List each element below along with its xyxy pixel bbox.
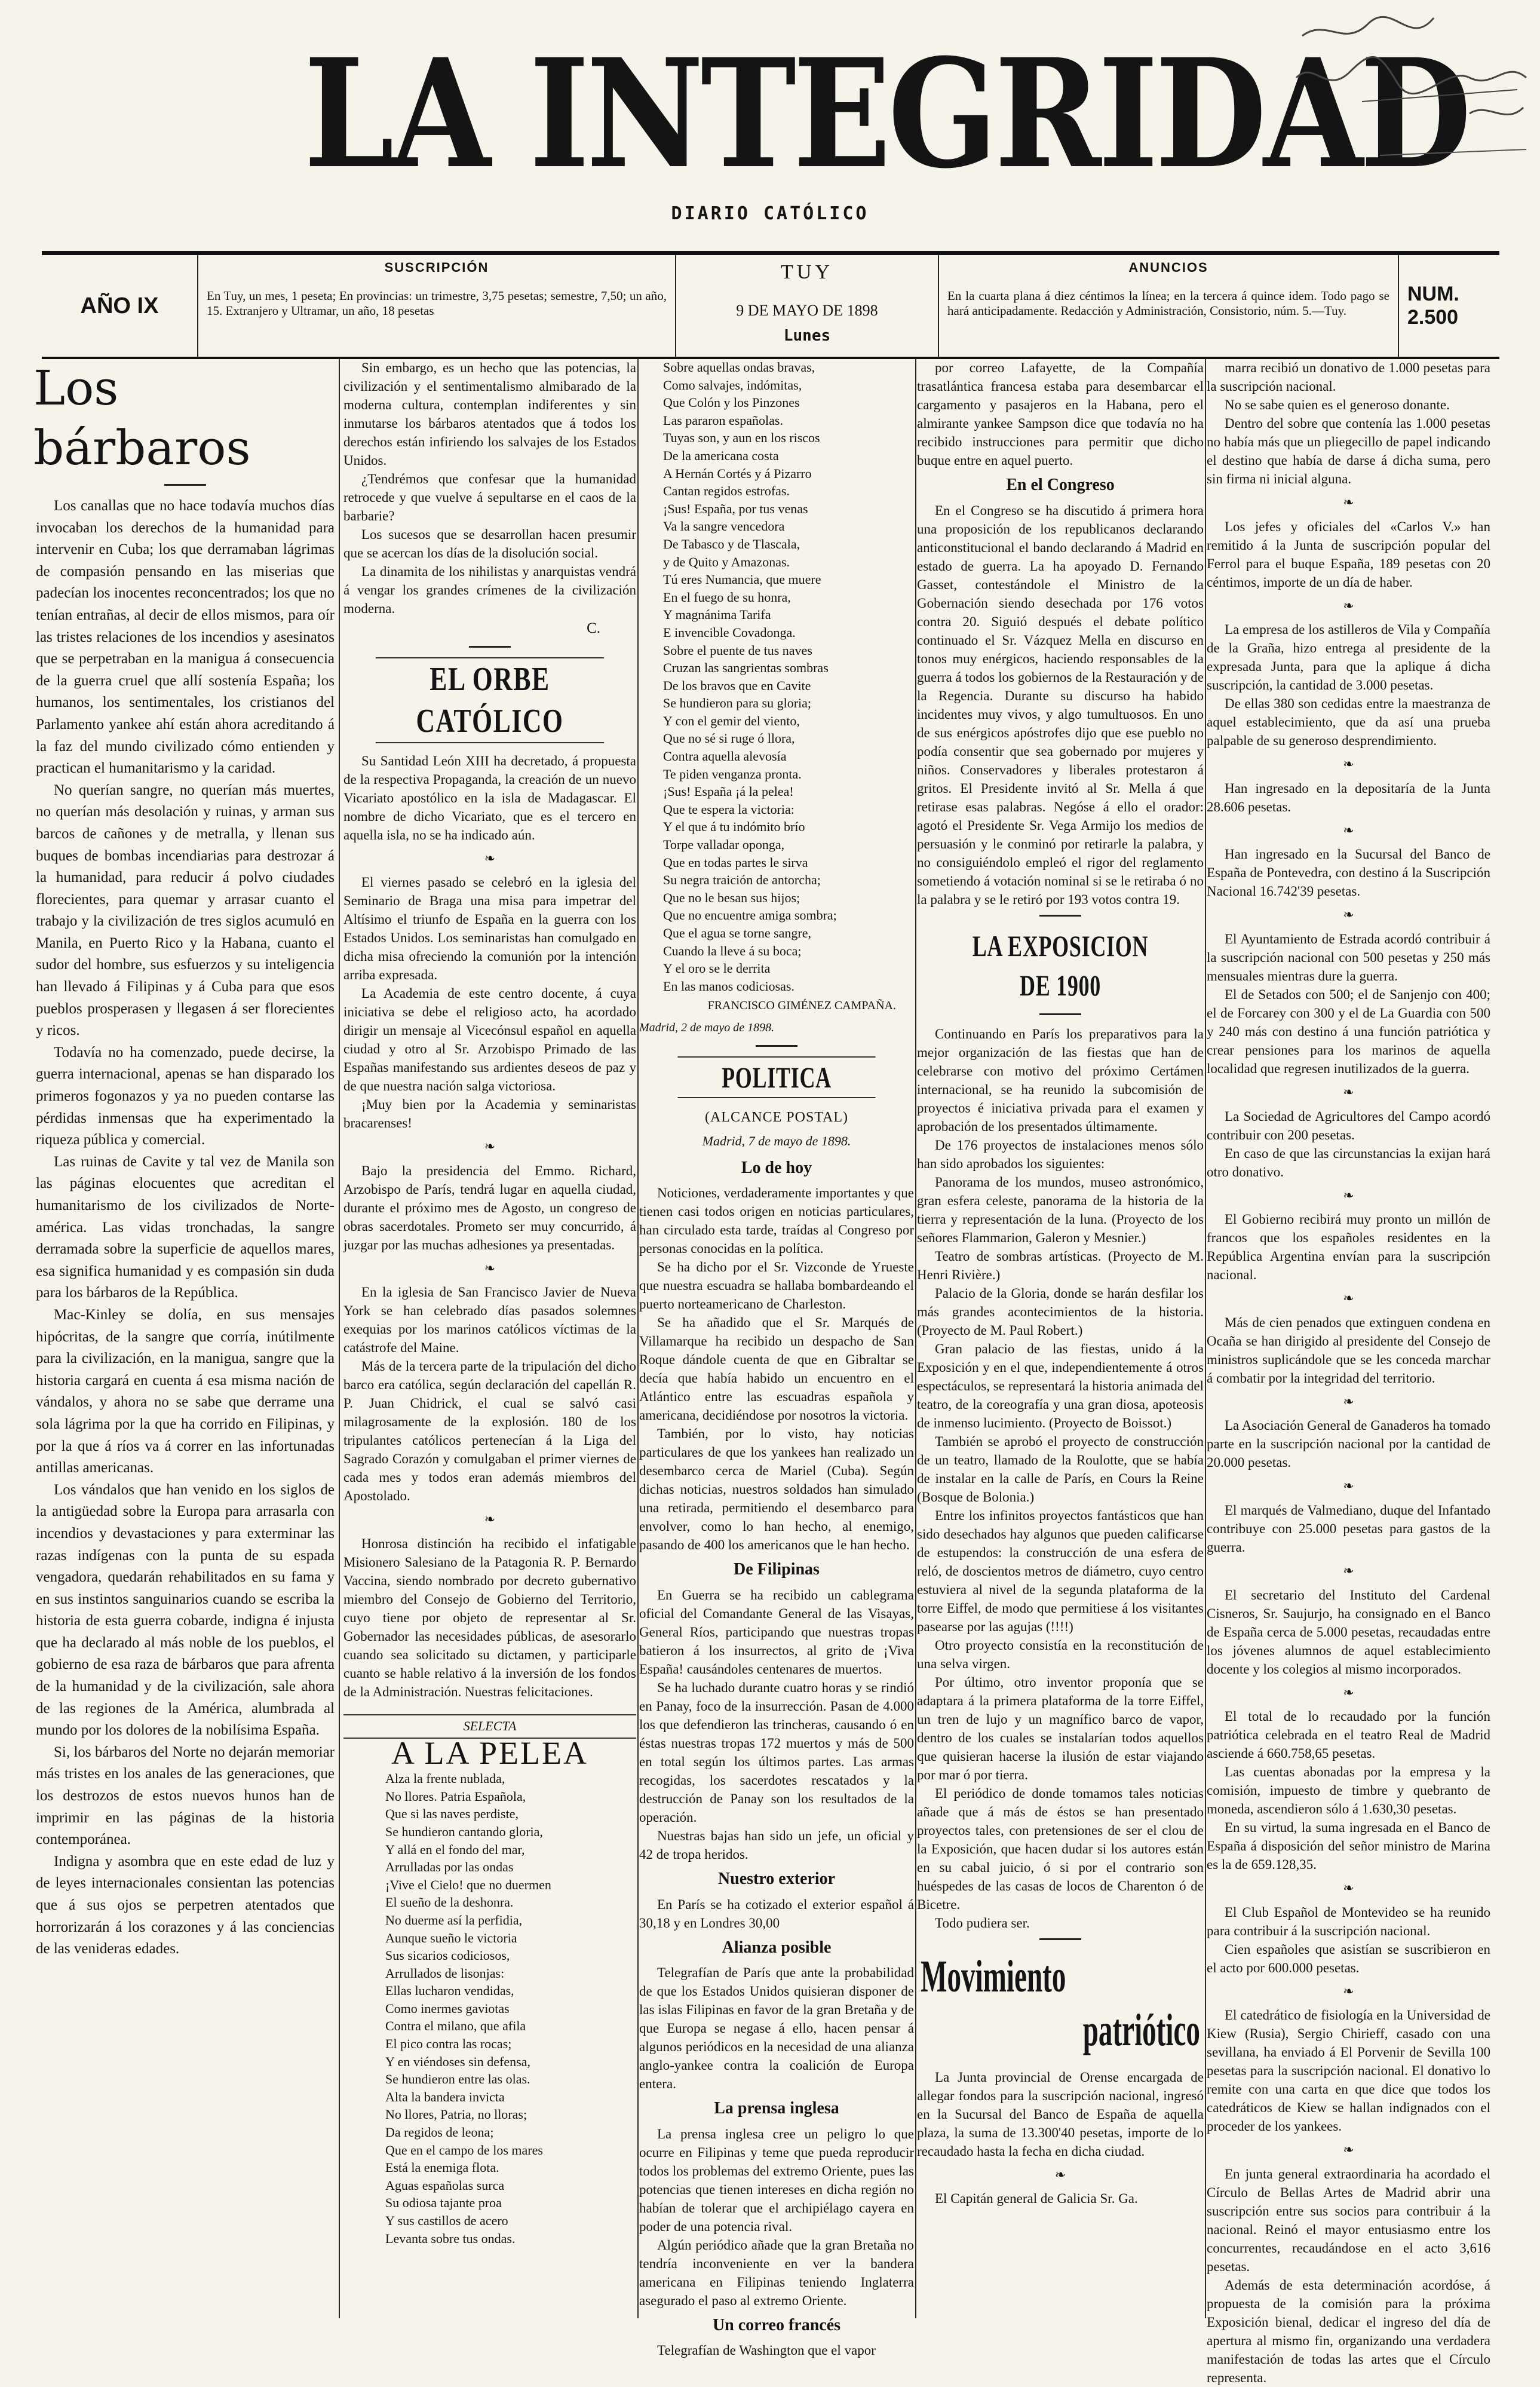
poem-line: Como inermes gaviotas bbox=[385, 2000, 510, 2016]
poem-line: Que el agua se torne sangre, bbox=[663, 926, 812, 940]
article-paragraph: La dinamita de los nihilistas y anarquistas vendrá á vengar los grandes crímenes de la civilización moderna. bbox=[343, 564, 636, 616]
news-paragraph: La Academia de este centro docente, á cuya iniciativa se debe el religioso acto, ha acordado dirigir un mensaje al Vicecónsul español en aquella ciudad y otro al Sr. Arzobispo Primado de las Españas manifestando sus ardientes deseos de paz y de que nuestra nación salga victoriosa. bbox=[343, 986, 636, 1094]
ornament-icon: ❧ bbox=[1343, 907, 1354, 923]
poem-line: Arrullados de lisonjas: bbox=[385, 1965, 505, 1981]
article-paragraph: Si, los bárbaros del Norte no dejarán memoriar más tristes en los anales de las generaciones, que los destrozos de estos nuevos hunos han de imprimir en las páginas de la historia contemporánea. bbox=[36, 1743, 335, 1848]
news-subheading: Alianza posible bbox=[722, 1938, 832, 1957]
poem-title: A LA PELEA bbox=[391, 1735, 588, 1771]
ornament-icon: ❧ bbox=[484, 1139, 496, 1154]
separator bbox=[164, 484, 206, 486]
poem-line: Y en viéndoses sin defensa, bbox=[385, 2054, 530, 2069]
poem-line: Que no sé si ruge ó llora, bbox=[663, 731, 795, 746]
news-paragraph: Nuestras bajas han sido un jefe, un oficial y 42 de tropa heridos. bbox=[639, 1828, 914, 1862]
poem-line: Se hundieron para su gloria; bbox=[663, 695, 812, 711]
news-paragraph: El Ayuntamiento de Estrada acordó contribuir á la suscripción nacional con 500 pesetas y 250 más mensuales mientras dure la guerra. bbox=[1207, 931, 1490, 983]
poem-line: Y el que á tu indómito brío bbox=[663, 819, 805, 835]
news-paragraph: Dentro del sobre que contenía las 1.000 pesetas no había más que un pliegecillo de papel indicando el destino que había de darse á dicha suma, pero sin firma ni inicial alguna. bbox=[1207, 416, 1490, 486]
poem-line: Te piden venganza pronta. bbox=[663, 766, 802, 782]
poem-line: Como salvajes, indómitas, bbox=[663, 377, 802, 393]
info-bar bbox=[42, 251, 1499, 359]
poem-place-date: Madrid, 2 de mayo de 1898. bbox=[639, 1021, 775, 1034]
poem-line: Sobre aquellas ondas bravas, bbox=[663, 360, 815, 375]
news-subheading: La prensa inglesa bbox=[714, 2099, 839, 2118]
news-paragraph: También se aprobó el proyecto de construcción de un teatro, llamado de la Roulotte, que se había de instalar en la calle de París, en Cours la Reine (Bosque de Bolonia.) bbox=[917, 1433, 1204, 1504]
poem-line: Se hundieron cantando gloria, bbox=[385, 1824, 543, 1839]
ornament-icon: ❧ bbox=[484, 1512, 496, 1527]
news-paragraph: El viernes pasado se celebró en la iglesia del Seminario de Braga una misa para impetrar del Altísimo el triunfo de España en la guerra con los Estados Unidos. Los seminaristas han comulgado en dicha misa ofreciendo la comunión por la intención arriba expresada. bbox=[343, 875, 636, 983]
section-heading-patriotico: patriótico bbox=[1082, 2005, 1200, 2055]
news-paragraph: Noticiones, verdaderamente importantes y que tienen casi todos origen en noticias particulares, han circulado esta tarde, traídas al Congreso por personas conocidas en la política. bbox=[639, 1185, 914, 1257]
subscription-heading: SUSCRIPCIÓN bbox=[384, 260, 489, 275]
poem-body bbox=[343, 1770, 636, 2247]
ornament-icon: ❧ bbox=[484, 1260, 496, 1276]
year-label: AÑO IX bbox=[80, 293, 159, 318]
article-paragraph: Las ruinas de Cavite y tal vez de Manila son las páginas elocuentes que acreditan el humanitarismo de los civilizados de Norte-américa. Las vidas tronchadas, la sangre derramada sobre la superficie de aquellos mares, esa significa humanidad y es compasión sin duda para los bárbaros de la República. bbox=[36, 1153, 335, 1301]
news-paragraph: El Capitán general de Galicia Sr. Ga. bbox=[935, 2191, 1138, 2207]
separator bbox=[1039, 1938, 1081, 1940]
poem-line: Y sus castillos de acero bbox=[385, 2213, 508, 2228]
news-paragraph: Por último, otro inventor proponía que se adaptara á la primera plataforma de la torre Eiffel, un tren de lujo y un magnífico barco de vapor, dentro de los cuales se instalarían todos aquellos que quisieran hacerse la ilusión de estar viajando por mar ó por tierra. bbox=[917, 1674, 1204, 1782]
poem-line: Cuando la lleve á su boca; bbox=[663, 943, 802, 958]
politica-date: Madrid, 7 de mayo de 1898. bbox=[702, 1133, 851, 1149]
poem-line: Tú eres Numancia, que muere bbox=[663, 572, 821, 587]
article-paragraph: Los canallas que no hace todavía muchos días invocaban los derechos de la humanidad para intervenir en Cuba; los que derramaban lágrimas de compasión pensando en las miserias que padecían los inocentes reconcentrados; los que no tenían entrañas, al decir de ellos mismos, para oír las tristes relaciones de los incendios y asesinatos que se perpetraban en la manigua á consecuencia de la guerra cruel que allí sostenía España; los humanos, los sentimentales, los cristianos del Parlamento yankee ahí están ahora acreditando á la faz del mundo civilizado cómo entienden y practican el humanitarismo y la caridad. bbox=[36, 498, 335, 777]
news-paragraph: En París se ha cotizado el exterior español á 30,18 y en Londres 30,00 bbox=[639, 1896, 914, 1931]
news-paragraph: El catedrático de fisiología en la Universidad de Kiew (Rusia), Sergio Chirieff, casado con una sevillana, ha enviado á El Porvenir de Sevilla 100 pesetas para la suscripción nacional. El donativo lo remite con una carta en que dice que todos los catedráticos de Kiew se hallan indignados con el proceder de los yankees. bbox=[1207, 2008, 1490, 2134]
news-paragraph: ¡Muy bien por la Academia y seminaristas bracarenses! bbox=[343, 1097, 636, 1131]
news-paragraph: Más de cien penados que extinguen condena en Ocaña se han dirigido al presidente del Consejo de ministros suplicándole que se les conceda marchar á combatir por la integridad del territorio. bbox=[1207, 1314, 1490, 1386]
date-box bbox=[675, 255, 938, 357]
poem-line: En el fuego de su honra, bbox=[663, 589, 791, 605]
news-paragraph: Telegrafían de Washington que el vapor bbox=[657, 2343, 876, 2358]
section-heading-selecta: SELECTA bbox=[343, 1714, 636, 1739]
news-paragraph: Todo pudiera ser. bbox=[935, 1915, 1030, 1931]
news-paragraph: Las cuentas abonadas por la empresa y la comisión, impuesto de timbre y quebranto de moneda, ascendieron sólo á 1.630,30 pesetas. bbox=[1207, 1764, 1490, 1817]
ornament-icon: ❧ bbox=[1343, 756, 1354, 772]
ornament-icon: ❧ bbox=[1343, 2142, 1354, 2158]
article-paragraph: Todavía no ha comenzado, puede decirse, la guerra internacional, apenas se han disparado los primeros fogonazos y ya no pueden contarse las pérdidas inmensas que ha experimentado la riqueza pública y comercial. bbox=[36, 1044, 335, 1148]
news-paragraph: El Gobierno recibirá muy pronto un millón de francos que los españoles residentes en la República Argentina envían para la suscripción nacional. bbox=[1207, 1212, 1490, 1283]
news-paragraph: Telegrafían de París que ante la probabilidad de que los Estados Unidos quisieran disponer de las islas Filipinas en favor de la gran Bretaña y de que Europa se negase á ello, hacen pensar á algunos periódicos en la necesidad de una alianza anglo-yankee contra la coalición de Europa entera. bbox=[639, 1965, 914, 2092]
poem-line: De los bravos que en Cavite bbox=[663, 678, 811, 693]
poem-line: Alta la bandera invicta bbox=[385, 2089, 505, 2104]
ornament-icon: ❧ bbox=[1343, 1187, 1354, 1203]
article-paragraph: Los sucesos que se desarrollan hacen presumir que se acercan los días de la disolución social. bbox=[343, 527, 636, 560]
news-paragraph: Continuando en París los preparativos para la mejor organización de las fiestas que han de celebrarse con motivo del próximo Certámen internacional, se ha reunido la subcomisión de proyectos é iniciativa privada para el examen y aprobación de los presentados últimamente. bbox=[917, 1026, 1204, 1134]
date-label: 9 DE MAYO DE 1898 bbox=[736, 302, 878, 319]
news-subheading: De Filipinas bbox=[734, 1560, 820, 1579]
column-3 bbox=[639, 358, 914, 2358]
news-paragraph: En el Congreso se ha discutido á primera hora una proposición de los republicanos declarando anticonstitucional el bando declarando á Madrid en estado de guerra. La ha apoyado D. Fernando Gasset, contestándole el Ministro de la Gobernación siendo desechada por 176 votos contra 20. Siguió después el debate político continuado el Sr. Vázquez Mella en discurso en tonos muy enérgicos, haciendo responsables de la guerra á todos los gobiernos de la Restauración y de la Regencia. Durante su discurso ha habido incidentes muy vivos, y algo tumultuosos. En uno de sus enérgicos apóstrofes dijo que ese pueblo no podía consentir que sea gobernado por mujeres y niños. Conservadores y liberales protestaron á gritos. El Presidente invitó al Sr. Mella á que retirase esas palabras. Negóse á ello el orador: agotó el Presidente Sr. Vega Armijo los medios de persuasión y le conminó por retirarle la palabra, y no consiguiéndolo empleó el rigor del reglamento sometiendo á votación nominal si se le retiraba ó no la palabra y se le retiró por 193 votos contra 19. bbox=[917, 502, 1204, 907]
news-paragraph: Palacio de la Gloria, donde se harán desfilar los más grandes acontecimientos de la historia. (Proyecto de M. Paul Robert.) bbox=[917, 1285, 1204, 1338]
news-paragraph: Teatro de sombras artísticas. (Proyecto de M. Henri Rivière.) bbox=[917, 1248, 1204, 1282]
news-paragraph: La empresa de los astilleros de Vila y Compañía de la Graña, hizo entrega al presidente de la expresada Junta, para que la aplique á dicha suscripción, la cantidad de 3.000 pesetas. bbox=[1207, 622, 1490, 693]
news-paragraph: Entre los infinitos proyectos fantásticos que han sido desechados hay algunos que pueden calificarse de estupendos: la construcción de una esfera de reló, de doscientos metros de diámetro, cuyo centro estuviera al nivel de la segunda plataforma de la torre Eiffel, de modo que permitiese á los visitantes pasearse por las agujas (!!!!) bbox=[917, 1507, 1204, 1634]
poem-line: No llores. Patria Española, bbox=[385, 1788, 526, 1804]
separator bbox=[1039, 1013, 1081, 1015]
poem-line: Contra aquella alevosía bbox=[663, 749, 787, 764]
poem-line: Está la enemiga flota. bbox=[385, 2160, 499, 2175]
section-heading-exposicion: LA EXPOSICION DE 1900 bbox=[972, 929, 1149, 1002]
poem-line: Se hundieron entre las olas. bbox=[385, 2072, 530, 2087]
ornament-icon: ❧ bbox=[1343, 1291, 1354, 1306]
news-paragraph: De 176 proyectos de instalaciones menos sólo han sido aprobados los siguientes: bbox=[917, 1137, 1204, 1171]
subscription-text: En Tuy, un mes, 1 peseta; En provincias: un trimestre, 3,75 pesetas; semestre, 7,50; un año, 15. Extranjero y Ultramar, un año, 18 pesetas bbox=[207, 289, 667, 318]
poem-line: Torpe valladar oponga, bbox=[663, 837, 785, 853]
article-headline: Los bárbaros bbox=[33, 360, 251, 476]
poem-line: Tuyas son, y aun en los riscos bbox=[663, 430, 820, 446]
news-paragraph: La prensa inglesa cree un peligro lo que ocurre en Filipinas y teme que pueda reproducir todos los problemas del extremo Oriente, pues las potencias que tienen intereses en dicha región no habían de tolerar que el archipiélago cayera en poder de una potencia rival. bbox=[639, 2126, 914, 2234]
ornament-icon: ❧ bbox=[1343, 1478, 1354, 1494]
news-paragraph: Además de esta determinación acordóse, á propuesta de la comisión para la próxima Exposición bienal, dedicar el ingreso del día de apertura al mismo fin, organizando una verdadera manifestación de todas las artes que el Círculo representa. bbox=[1207, 2277, 1490, 2385]
poem-author: FRANCISCO GIMÉNEZ CAMPAÑA. bbox=[707, 999, 896, 1013]
poem-line: Que te espera la victoria: bbox=[663, 801, 794, 817]
ornament-icon: ❧ bbox=[1343, 495, 1354, 510]
section-heading-orbe-catolico: EL ORBE CATÓLICO bbox=[376, 657, 604, 743]
news-subheading: Lo de hoy bbox=[741, 1158, 812, 1177]
article-paragraph: ¿Tendrémos que confesar que la humanidad retrocede y que vuelve á sepultarse en el caos de la barbarie? bbox=[343, 471, 636, 523]
column-rule bbox=[339, 358, 340, 2318]
ornament-icon: ❧ bbox=[1343, 597, 1354, 613]
poem-line: No llores, Patria, no lloras; bbox=[385, 2107, 527, 2122]
news-paragraph: En la iglesia de San Francisco Javier de Nueva York se han celebrado días pasados solemnes exequias por los marinos católicos víctimas de la catástrofe del Maine. bbox=[343, 1285, 636, 1356]
news-paragraph: Su Santidad León XIII ha decretado, á propuesta de la respectiva Propaganda, la creación de un nuevo Vicariato apostólico en la isla de Madagascar. El nombre de dicho Vicariato, que es el tercero en aquella isla, no se ha indicado aún. bbox=[343, 753, 636, 842]
poem-line: Arrulladas por las ondas bbox=[385, 1859, 514, 1875]
poem-body bbox=[639, 358, 914, 995]
ornament-icon: ❧ bbox=[1343, 1684, 1354, 1700]
poem-line: Cruzan las sangrientas sombras bbox=[663, 660, 829, 676]
news-paragraph: En Guerra se ha recibido un cablegrama oficial del Comandante General de las Visayas, General Ríos, participando que nuestras tropas batieron á los insurrectos, al grito de ¡Viva España! causándoles centenares de muertos. bbox=[639, 1587, 914, 1677]
news-paragraph: En caso de que las circunstancias la exijan hará otro donativo. bbox=[1207, 1145, 1490, 1179]
article-signature: C. bbox=[587, 620, 600, 636]
column-5 bbox=[1207, 358, 1490, 2385]
poem-line: Su odiosa tajante proa bbox=[385, 2195, 502, 2211]
poem-line: E invencible Covadonga. bbox=[663, 624, 796, 640]
news-subheading: Un correo francés bbox=[712, 2315, 841, 2334]
poem-line: Ellas lucharon vendidas, bbox=[385, 1983, 514, 1999]
article-paragraph: Mac-Kinley se dolía, en sus mensajes hipócritas, de la sangre que corría, inútilmente para la civilización, en la manigua, sangre que la historia cargará en cuenta á esa misma nación de vándalos, y ahora no se sabe que derrame una sola lágrima por la que ha corrido en Filipinas, y por la que á ríos va á correr en las infortunadas antillas americanas. bbox=[36, 1306, 335, 1476]
poem-line: De Tabasco y de Tlascala, bbox=[663, 536, 800, 551]
news-paragraph: La Junta provincial de Orense encargada de allegar fondos para la suscripción nacional, ingresó en la Sucursal del Banco de España de aquella plaza, la suma de 13.300'40 pesetas, importe de lo recaudado hasta la fecha en dicha ciudad. bbox=[917, 2069, 1204, 2159]
handwritten-annotation bbox=[1290, 12, 1529, 209]
separator bbox=[1039, 915, 1081, 917]
column-2 bbox=[343, 358, 636, 2318]
ornament-icon: ❧ bbox=[1343, 822, 1354, 838]
poem-line: Que en el campo de los mares bbox=[385, 2142, 543, 2158]
poem-line: ¡Sus! España, por tus venas bbox=[663, 501, 808, 516]
news-subheading: Nuestro exterior bbox=[717, 1869, 836, 1888]
news-paragraph: El Club Español de Montevideo se ha reunido para contribuir á la suscripción nacional. bbox=[1207, 1904, 1490, 1938]
ornament-icon: ❧ bbox=[484, 850, 496, 866]
poem-line: Y el oro se le derrita bbox=[663, 961, 771, 976]
ads-heading: ANUNCIOS bbox=[1128, 260, 1208, 275]
poem-line: Da regidos de leona; bbox=[385, 2125, 494, 2140]
poem-line: ¡Sus! España ¡á la pelea! bbox=[663, 784, 794, 799]
column-rule bbox=[915, 358, 916, 2318]
news-paragraph: El periódico de donde tomamos tales noticias añade que á más de éstos se han presentado proyectos tales, con pretensiones de ser el clou de la Exposición, que hacen dudar si los autores están en su cabal juicio, ó si por el contrario son huéspedes de las casas de locos de Charenton ó de Bicetre. bbox=[917, 1785, 1204, 1912]
ads-box bbox=[938, 255, 1398, 357]
poem-line: Va la sangre vencedora bbox=[663, 519, 785, 534]
subscription-box bbox=[197, 255, 675, 357]
ornament-icon: ❧ bbox=[1343, 1393, 1354, 1409]
news-paragraph: De ellas 380 son cedidas entre la maestranza de aquel establecimiento, que da así una prueba palpable de su generoso desprendimiento. bbox=[1207, 696, 1490, 749]
poem-line: El sueño de la deshonra. bbox=[385, 1895, 514, 1910]
news-paragraph: La Asociación General de Ganaderos ha tomado parte en la suscripción nacional por la cantidad de 20.000 pesetas. bbox=[1207, 1418, 1490, 1470]
ornament-icon: ❧ bbox=[1343, 1562, 1354, 1578]
ads-text: En la cuarta plana á diez céntimos la línea; en la tercera á quince idem. Todo pago se hará anticipadamente. Redacción y Administración, Consistorio, núm. 5.—Tuy. bbox=[947, 289, 1389, 318]
politica-subheading: (ALCANCE POSTAL) bbox=[704, 1109, 849, 1125]
newspaper-title: LA INTEGRIDAD bbox=[303, 26, 1469, 201]
poem-line: Sus sicarios codiciosos, bbox=[385, 1948, 510, 1963]
poem-line: Que si las naves perdiste, bbox=[385, 1806, 519, 1822]
news-paragraph: Otro proyecto consistía en la reconstitución de una selva virgen. bbox=[917, 1637, 1204, 1671]
poem-line: En las manos codiciosas. bbox=[663, 978, 794, 994]
section-heading-politica: POLITICA bbox=[677, 1056, 875, 1098]
poem-line: ¡Vive el Cielo! que no duermen bbox=[385, 1877, 551, 1892]
news-paragraph: El marqués de Valmediano, duque del Infantado contribuye con 25.000 pesetas para gastos de la guerra. bbox=[1207, 1502, 1490, 1555]
news-paragraph: Cien españoles que asistían se suscribieron en el acto por 600.000 pesetas. bbox=[1207, 1941, 1490, 1975]
column-4 bbox=[917, 358, 1204, 2318]
news-paragraph: También, por lo visto, hay noticias particulares de que los yankees han realizado un desembarco cerca de Mariel (Cuba). Según dichas noticias, nuestros soldados han simulado una retirada, permitiendo el desembarco para envolver, como lo han hecho, al enemigo, pasando de 400 los americanos que le han hecho. bbox=[639, 1426, 914, 1553]
news-paragraph: El total de lo recaudado por la función patriótica celebrada en el teatro Real de Madrid asciende á 660.758,65 pesetas. bbox=[1207, 1709, 1490, 1761]
column-rule bbox=[1205, 358, 1206, 2318]
poem-line: Sobre el puente de tus naves bbox=[663, 642, 812, 658]
poem-line: Cantan regidos estrofas. bbox=[663, 483, 790, 499]
article-paragraph: Indigna y asombra que en este edad de luz y de leyes internacionales consientan las potencias que á sus ojos se perpetren atentados que horrorizarán á los corazones y á las conciencias de las venideras edades. bbox=[36, 1853, 335, 1957]
poem-line: Y con el gemir del viento, bbox=[663, 713, 800, 728]
column-1 bbox=[33, 358, 335, 2318]
poem-line: Que en todas partes le sirva bbox=[663, 854, 808, 870]
poem-line: Aguas españolas surca bbox=[385, 2177, 505, 2193]
column-rule bbox=[637, 358, 639, 2318]
masthead bbox=[227, 24, 1469, 203]
poem-line: De la americana costa bbox=[663, 448, 779, 463]
news-paragraph: En su virtud, la suma ingresada en el Banco de España á disposición del señor ministro de Marina es la de 659.128,35. bbox=[1207, 1820, 1490, 1873]
poem-line: Contra el milano, que afila bbox=[385, 2018, 526, 2034]
poem-line: A Hernán Cortés y á Pizarro bbox=[663, 465, 812, 481]
section-heading-movimiento: Movimiento bbox=[921, 1951, 1066, 2002]
poem-line: Las pararon españolas. bbox=[663, 412, 783, 428]
poem-line: Levanta sobre tus ondas. bbox=[385, 2230, 516, 2246]
poem-line: Que no encuentre amiga sombra; bbox=[663, 908, 837, 923]
ornament-icon: ❧ bbox=[1343, 1983, 1354, 1999]
poem-line: El pico contra las rocas; bbox=[385, 2036, 512, 2052]
news-paragraph: En junta general extraordinaria ha acordado el Círculo de Bellas Artes de Madrid abrir una suscripción entre sus socios para contribuir á la nacional. Reinó el mayor entusiasmo entre los concurrentes, recaudándose en el acto 3,616 pesetas. bbox=[1207, 2166, 1490, 2274]
news-paragraph: por correo Lafayette, de la Compañía trasatlántica francesa estaba para desembarcar el cargamento y pasajeros en la Habana, pero el almirante yankee Sampson dice que todavía no ha recibido instrucciones para permitir que dicho buque entre en aquel puerto. bbox=[917, 360, 1204, 468]
news-paragraph: El de Setados con 500; el de Sanjenjo con 400; el de Forcarey con 300 y el de La Guardia con 500 y 240 más con destino á una función patriótica y crear pensiones para los marinos de aquella localidad que regresen inutilizados de la guerra. bbox=[1207, 986, 1490, 1076]
news-paragraph: La Sociedad de Agricultores del Campo acordó contribuir con 200 pesetas. bbox=[1207, 1108, 1490, 1142]
news-paragraph: No se sabe quien es el generoso donante. bbox=[1225, 397, 1450, 412]
separator bbox=[756, 1045, 797, 1047]
article-paragraph: No querían sangre, no querían más muertes, no querían más desolación y ruinas, y arman sus barcos de cañones y de metralla, y llenan sus buques de bombas incendiarias para destrozar á la humanidad, para reducir á polvo ciudades florecientes, para quemar y arrasar cuanto el trabajo y la civilización de tres siglos acumuló en Manila, en Puerto Rico y la Habana, cuanto el sudor del hombre, sus esfuerzos y su inteligencia han llevado á Filipinas y á Cuba para que esos pueblos prosperasen y llegasen á ser florecientes y ricos. bbox=[36, 782, 335, 1039]
poem-line: Que no le besan sus hijos; bbox=[663, 890, 800, 905]
news-subheading: En el Congreso bbox=[1006, 476, 1115, 494]
news-paragraph: Han ingresado en la Sucursal del Banco de España de Pontevedra, con destino á la Suscripción Nacional 16.742'39 pesetas. bbox=[1207, 847, 1490, 899]
news-paragraph: Los jefes y oficiales del «Carlos V.» han remitido á la Junta de suscripción popular del Ferrol para el buque España, 189 pesetas con 20 céntimos, importe de un día de haber. bbox=[1207, 519, 1490, 590]
poem-line: Su negra traición de antorcha; bbox=[663, 872, 821, 888]
poem-line: Que Colón y los Pinzones bbox=[663, 395, 800, 410]
news-paragraph: Honrosa distinción ha recibido el infatigable Misionero Salesiano de la Patagonia R. P. Bernardo Vaccina, siendo nombrado por decreto gubernativo miembro del Consejo de Gobierno del Territorio, cuyo tiene por objeto de representar al Sr. Gobernador las necesidades públicas, de asesorarlo cuando sea solicitado su dictamen, y participarle cuanto se hable relativo á la inversión de los fondos de la Administración. Nuestras felicitaciones. bbox=[343, 1536, 636, 1699]
weekday-label: Lunes bbox=[783, 327, 831, 345]
ornament-icon: ❧ bbox=[1054, 2167, 1066, 2182]
news-paragraph: marra recibió un donativo de 1.000 pesetas para la suscripción nacional. bbox=[1207, 360, 1490, 394]
news-paragraph: Han ingresado en la depositaría de la Junta 28.606 pesetas. bbox=[1207, 780, 1490, 814]
ornament-icon: ❧ bbox=[1343, 1880, 1354, 1896]
separator bbox=[469, 646, 511, 648]
news-paragraph: Se ha luchado durante cuatro horas y se rindió en Panay, foco de la insurrección. Pasan de 4.000 los que defendieron las trincheras, causando ó en éstas nuestras tropas 172 muertos y más de 500 en total según los últimos partes. Las armas recogidas, los sacerdotes rescatados y la destrucción de Panay son los resultados de la operación. bbox=[639, 1680, 914, 1825]
article-paragraph: Los vándalos que han venido en los siglos de la antigüedad sobre la Europa para arrasarla con incendios y devastaciones y para exterminar las razas indígenas con la punta de su espada vengadora, quedarán rehabilitados en su fama y en sus instintos sanguinarios cuando se escriba la historia de esta guerra cobarde, indigna é injusta que ha declarado al más noble de los pueblos, el gobierno de esa raza de bárbaros que para afrenta de la humanidad y de la civilización, sale ahora de las regiones de la América, alumbrada al mundo por los dolores de la nobilísima España. bbox=[36, 1481, 335, 1739]
poem-line: Alza la frente nublada, bbox=[385, 1771, 505, 1787]
news-paragraph: El secretario del Instituto del Cardenal Cisneros, Sr. Saujurjo, ha consignado en el Banco de España cerca de 5.000 pesetas, recaudadas entre los jóvenes alumnos de aquel establecimiento docente y los colegios al mismo incorporados. bbox=[1207, 1587, 1490, 1677]
poem-line: No duerme así la perfidia, bbox=[385, 1912, 523, 1928]
poem-line: y de Quito y Amazonas. bbox=[663, 554, 790, 569]
news-paragraph: Panorama de los mundos, museo astronómico, gran esfera celeste, panorama de la historia de la tierra y representación de la luna. (Proyecto de los señores Flammarion, Galeron y Mesnier.) bbox=[917, 1174, 1204, 1245]
poem-line: Y magnánima Tarifa bbox=[663, 607, 771, 623]
news-paragraph: Más de la tercera parte de la tripulación del dicho barco era católica, según declaración del capellán R. P. Juan Chidrick, el cual se salvó casi milagrosamente de la explosión. 180 de los tripulantes católicos pertenecían á la Liga del Sagrado Corazón y comulgaban el primer viernes de cada mes y todos eran además miembros del Apostolado. bbox=[343, 1359, 636, 1504]
poem-line: Aunque sueño le victoria bbox=[385, 1930, 517, 1945]
article-paragraph: Sin embargo, es un hecho que las potencias, la civilización y el sentimentalismo almibarado de la moderna cultura, contemplan indiferentes y sin inmutarse los bárbaros atentados que á todos los derechos están infiriendo los salvajes de los Estados Unidos. bbox=[343, 360, 636, 468]
newspaper-subtitle: DIARIO CATÓLICO bbox=[671, 203, 869, 224]
news-paragraph: Se ha añadido que el Sr. Marqués de Villamarque ha recibido un despacho de San Roque dándole cuenta de que en Gibraltar se decía que había habido un encuentro en el Atlántico entre las escuadras española y americana, decidiéndose por nosotros la victoria. bbox=[639, 1315, 914, 1423]
issue-number: NUM. 2.500 bbox=[1398, 255, 1499, 357]
poem-line: Y allá en el fondo del mar, bbox=[385, 1841, 525, 1857]
news-paragraph: Algún periódico añade que la gran Bretaña no tendría inconveniente en ver la bandera americana en Filipinas teniendo Inglaterra asegurado el paso al extremo Oriente. bbox=[639, 2237, 914, 2308]
news-paragraph: Gran palacio de las fiestas, unido á la Exposición y en el que, independientemente á otros espectáculos, se representará la historia animada del teatro, de la coreografía y una gran diosa, apoteosis de inmenso lucimiento. (Proyecto de Boissot.) bbox=[917, 1341, 1204, 1430]
news-paragraph: Bajo la presidencia del Emmo. Richard, Arzobispo de París, tendrá lugar en aquella ciudad, durante el próximo mes de Agosto, un congreso de obras sacerdotales. Prometo ser muy concurrido, á juzgar por las muchas adhesiones ya presentadas. bbox=[343, 1163, 636, 1252]
news-paragraph: Se ha dicho por el Sr. Vizconde de Yrueste que nuestra escuadra se hallaba bombardeando el puerto norteamericano de Charleston. bbox=[639, 1260, 914, 1312]
place-label: TUY bbox=[781, 261, 833, 283]
ornament-icon: ❧ bbox=[1343, 1084, 1354, 1099]
